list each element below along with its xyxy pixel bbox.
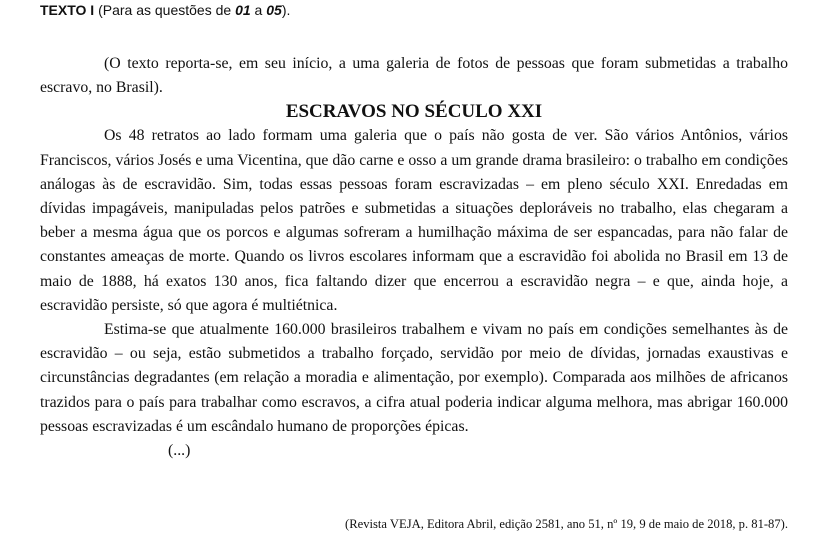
header-suffix: ). bbox=[281, 2, 291, 18]
question-header bbox=[40, 2, 290, 18]
ellipsis: (...) bbox=[168, 442, 191, 460]
article-title: ESCRAVOS NO SÉCULO XXI bbox=[285, 101, 543, 123]
header-prefix: (Para as questões de bbox=[94, 2, 236, 18]
question-from: 01 bbox=[235, 2, 251, 18]
question-to: 05 bbox=[266, 2, 282, 18]
header-connector: a bbox=[250, 2, 267, 18]
intro-paragraph: (O texto reporta-se, em seu início, a uma galeria de fotos de pessoas que foram submetidas a trabalho escravo, no Brasil). bbox=[40, 55, 788, 97]
body-paragraph-2: Estima-se que atualmente 160.000 brasileiros trabalhem e vivam no país em condições semelhantes às de escravidão – ou seja, estão submetidos a trabalho forçado, servidão por meio de dívidas, jornadas exaustivas e circunstâncias degradantes (em relação a moradia e alimentação, por exemplo). Comparada aos milhões de africanos trazidos para o país para trabalhar como escravos, a cifra atual poderia indicar alguma melhora, mas abrigar 160.000 pessoas escravizadas é um escândalo humano de proporções épicas. bbox=[40, 321, 788, 435]
body-paragraph-1: Os 48 retratos ao lado formam uma galeria que o país não gosta de ver. São vários Antônios, vários Franciscos, vários Josés e uma Vicentina, que dão carne e osso a um grande drama brasileiro: o trabalho em condições análogas às de escravidão. Sim, todas essas pessoas foram escravizadas – em pleno século XXI. Enredadas em dívidas impagáveis, manipuladas pelos patrões e submetidas a situações deploráveis no trabalho, elas chegaram a beber a mesma água que os porcos e algumas sofreram a humilhação máxima de ser espancadas, para não falar de constantes ameaças de morte. Quando os livros escolares informam que a escravidão foi abolida no Brasil em 13 de maio de 1888, há exatos 130 anos, fica faltando dizer que encerrou a escravidão negra – e que, ainda hoje, a escravidão persiste, só que agora é multiétnica. bbox=[40, 127, 788, 314]
source-citation: (Revista VEJA, Editora Abril, edição 2581, ano 51, nº 19, 9 de maio de 2018, p. 81-87). bbox=[345, 517, 788, 531]
text-label: TEXTO I bbox=[40, 2, 95, 18]
text-body bbox=[40, 52, 788, 463]
